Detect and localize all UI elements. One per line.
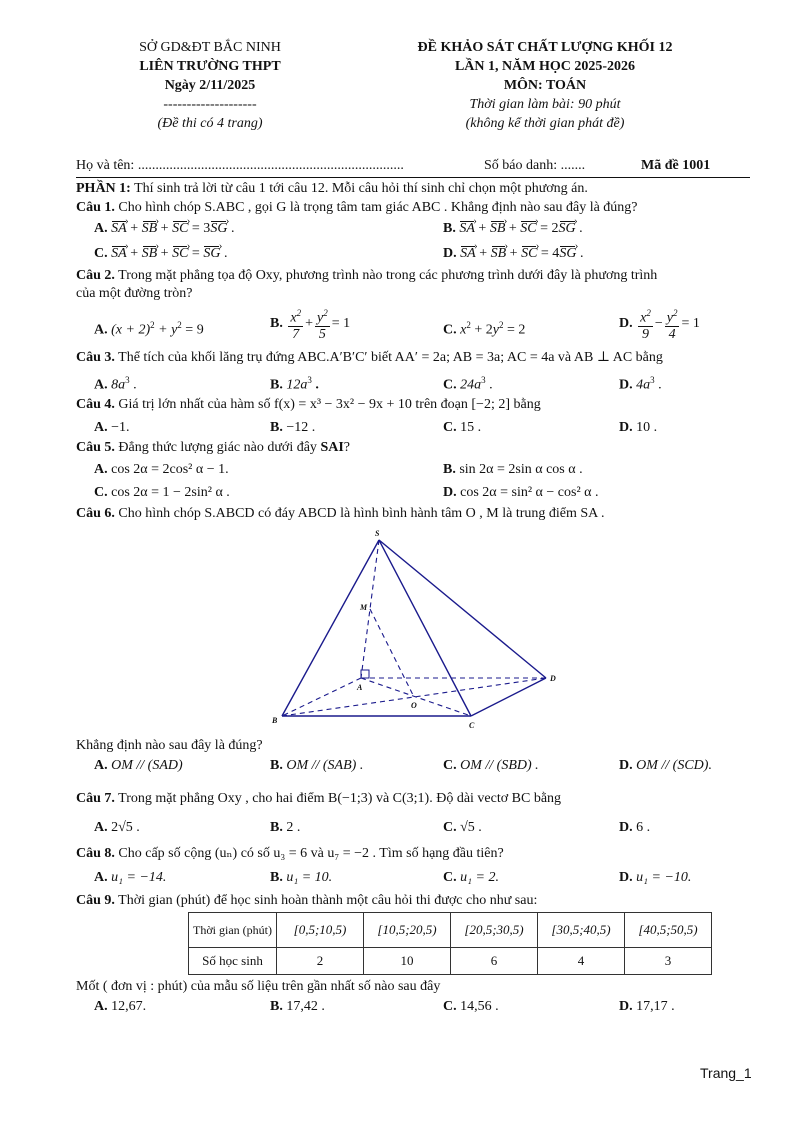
page-count: (Đề thi có 4 trang) (157, 116, 263, 131)
question-4: Câu 4. Giá trị lớn nhất của hàm số f(x) = x³ − 3x² − 9x + 10 trên đoạn [−2; 2] bằng (76, 397, 541, 412)
q2-option-d[interactable]: D. $\frac{x^2}{9}$ − $\frac{y^2}{4}$ = 1 (619, 308, 700, 342)
exam-title: ĐỀ KHẢO SÁT CHẤT LƯỢNG KHỐI 12 (417, 40, 673, 55)
q7-option-b[interactable]: B. 2 . (270, 820, 301, 835)
q9-option-d[interactable]: D. 17,17 . (619, 999, 675, 1014)
q2-option-a[interactable]: A. $(x + 2)^2 + y^2 = 9$ (94, 320, 204, 338)
table-interval: [30,5;40,5) (538, 913, 625, 948)
exam-code: Mã đề 1001 (641, 158, 711, 173)
q6-option-b[interactable]: B. OM // (SAB) . (270, 758, 364, 773)
q1-option-a[interactable]: A. SA › + SB › + SC › = 3SG › . (94, 220, 234, 238)
table-interval: [10,5;20,5) (364, 913, 451, 948)
q4-option-c[interactable]: C. 15 . (443, 420, 482, 435)
q5-option-c[interactable]: C. cos 2α = 1 − 2sin² α . (94, 485, 230, 500)
exam-date: Ngày 2/11/2025 (164, 78, 256, 93)
table-row (189, 948, 712, 975)
q3-option-d[interactable]: D. $4a^3$ . (619, 375, 662, 393)
label-m: M (360, 603, 368, 612)
table-row (189, 913, 712, 948)
pyramid-figure (268, 526, 568, 736)
exam-subject: MÔN: TOÁN (503, 78, 587, 93)
school-name: LIÊN TRƯỜNG THPT (139, 59, 281, 74)
edge-sb (282, 540, 379, 716)
question-6: Câu 6. Cho hình chóp S.ABCD có đáy ABCD là hình bình hành tâm O , M là trung điểm SA . (76, 506, 605, 521)
q5-option-a[interactable]: A. cos 2α = 2cos² α − 1. (94, 462, 229, 477)
question-5: Câu 5. Đẳng thức lượng giác nào dưới đây SAI? (76, 440, 351, 455)
table-row-label: Số học sinh (189, 948, 277, 975)
q9-option-c[interactable]: C. 14,56 . (443, 999, 499, 1014)
question-7: Câu 7. Trong mặt phẳng Oxy , cho hai điểm B(−1;3) và C(3;1). Độ dài vectơ BC bằng (76, 791, 562, 806)
table-cell: 2 (277, 948, 364, 975)
q6-option-c[interactable]: C. OM // (SBD) . (443, 758, 539, 773)
table-interval: [40,5;50,5) (625, 913, 712, 948)
q7-option-c[interactable]: C. √5 . (443, 820, 482, 835)
header-right (380, 38, 710, 133)
part1-instructions: PHẦN 1: Thí sinh trả lời từ câu 1 tới câu 12. Mỗi câu hỏi thí sinh chỉ chọn một phương án. (76, 181, 588, 196)
table-interval: [20,5;30,5) (451, 913, 538, 948)
q9-option-a[interactable]: A. 12,67. (94, 999, 147, 1014)
question-3: Câu 3. Thể tích của khối lăng trụ đứng ABC.A′B′C′ biết AA′ = 2a; AB = 3a; AC = 4a và AB ⊥ AC bằng (76, 350, 663, 365)
header-left (100, 38, 320, 133)
label-d: D (550, 674, 556, 683)
q4-option-d[interactable]: D. 10 . (619, 420, 658, 435)
q8-option-d[interactable]: D. u₁ = −10. (619, 870, 692, 885)
edge-sc (379, 540, 471, 716)
right-angle-mark (361, 670, 369, 678)
header-rule (76, 177, 750, 178)
table-cell: 3 (625, 948, 712, 975)
question-2: Câu 2. Trong mặt phẳng tọa độ Oxy, phương trình nào trong các phương trình dưới đây là phương trình (76, 268, 658, 283)
q4-option-b[interactable]: B. −12 . (270, 420, 316, 435)
exam-duration-note: (không kể thời gian phát đề) (465, 116, 625, 131)
dept-name: SỞ GD&ĐT BẮC NINH (139, 40, 281, 55)
label-c: C (469, 721, 475, 730)
q2-option-c[interactable]: C. $x^2 + 2y^2 = 2$ (443, 320, 526, 338)
label-b: B (272, 716, 278, 725)
student-name-field: Họ và tên: ............................................................................ (76, 158, 404, 173)
q5-option-b[interactable]: B. sin 2α = 2sin α cos α . (443, 462, 583, 477)
question-9: Câu 9. Thời gian (phút) để học sinh hoàn thành một câu hỏi thi được cho như sau: (76, 893, 538, 908)
q1-option-c[interactable]: C. SA › + SB › + SC › = SG › . (94, 245, 227, 263)
page-number: Trang_1 (700, 1065, 752, 1081)
table-header-time: Thời gian (phút) (189, 913, 277, 948)
q8-option-a[interactable]: A. u₁ = −14. (94, 870, 167, 885)
question-2-cont: của một đường tròn? (76, 286, 193, 301)
table-cell: 10 (364, 948, 451, 975)
q8-option-c[interactable]: C. u₁ = 2. (443, 870, 499, 885)
q1-option-d[interactable]: D. SA › + SB › + SC › = 4SG › . (443, 245, 583, 263)
label-o: O (411, 701, 417, 710)
label-a: A (357, 683, 363, 692)
exam-round: LẦN 1, NĂM HỌC 2025-2026 (454, 59, 636, 74)
q3-option-b[interactable]: B. $12a^3$ . (270, 375, 319, 393)
question-8: Câu 8. Cho cấp số cộng (uₙ) có số u₃ = 6 và u₇ = −2 . Tìm số hạng đầu tiên? (76, 846, 504, 861)
q8-option-b[interactable]: B. u₁ = 10. (270, 870, 333, 885)
table-cell: 4 (538, 948, 625, 975)
student-id-field: Số báo danh: ....... (484, 158, 586, 173)
question-6-ask: Khẳng định nào sau đây là đúng? (76, 738, 263, 753)
segment-om (370, 609, 414, 697)
exam-duration: Thời gian làm bài: 90 phút (469, 97, 621, 112)
separator: -------------------- (163, 97, 257, 112)
q5-option-d[interactable]: D. cos 2α = sin² α − cos² α . (443, 485, 599, 500)
q1-option-b[interactable]: B. SA › + SB › + SC › = 2SG › . (443, 220, 583, 238)
table-interval: [0,5;10,5) (277, 913, 364, 948)
q9-option-b[interactable]: B. 17,42 . (270, 999, 325, 1014)
q4-option-a[interactable]: A. −1. (94, 420, 130, 435)
frequency-table (188, 912, 712, 975)
table-cell: 6 (451, 948, 538, 975)
q3-option-a[interactable]: A. $8a^3$ . (94, 375, 137, 393)
q6-option-d[interactable]: D. OM // (SCD). (619, 758, 712, 773)
q2-option-b[interactable]: B. $\frac{x^2}{7}$ + $\frac{y^2}{5}$ = 1 (270, 308, 351, 342)
diag-bd (282, 678, 546, 716)
question-1: Câu 1. Cho hình chóp S.ABC , gọi G là trọng tâm tam giác ABC . Khẳng định nào sau đây là đúng? (76, 200, 638, 215)
q6-option-a[interactable]: A. OM // (SAD) (94, 758, 183, 773)
q7-option-a[interactable]: A. 2√5 . (94, 820, 140, 835)
q7-option-d[interactable]: D. 6 . (619, 820, 651, 835)
label-s: S (375, 529, 380, 538)
question-9-ask: Mốt ( đơn vị : phút) của mẫu số liệu trên gần nhất số nào sau đây (76, 979, 441, 994)
q3-option-c[interactable]: C. $24a^3$ . (443, 375, 493, 393)
edge-sd (379, 540, 546, 678)
